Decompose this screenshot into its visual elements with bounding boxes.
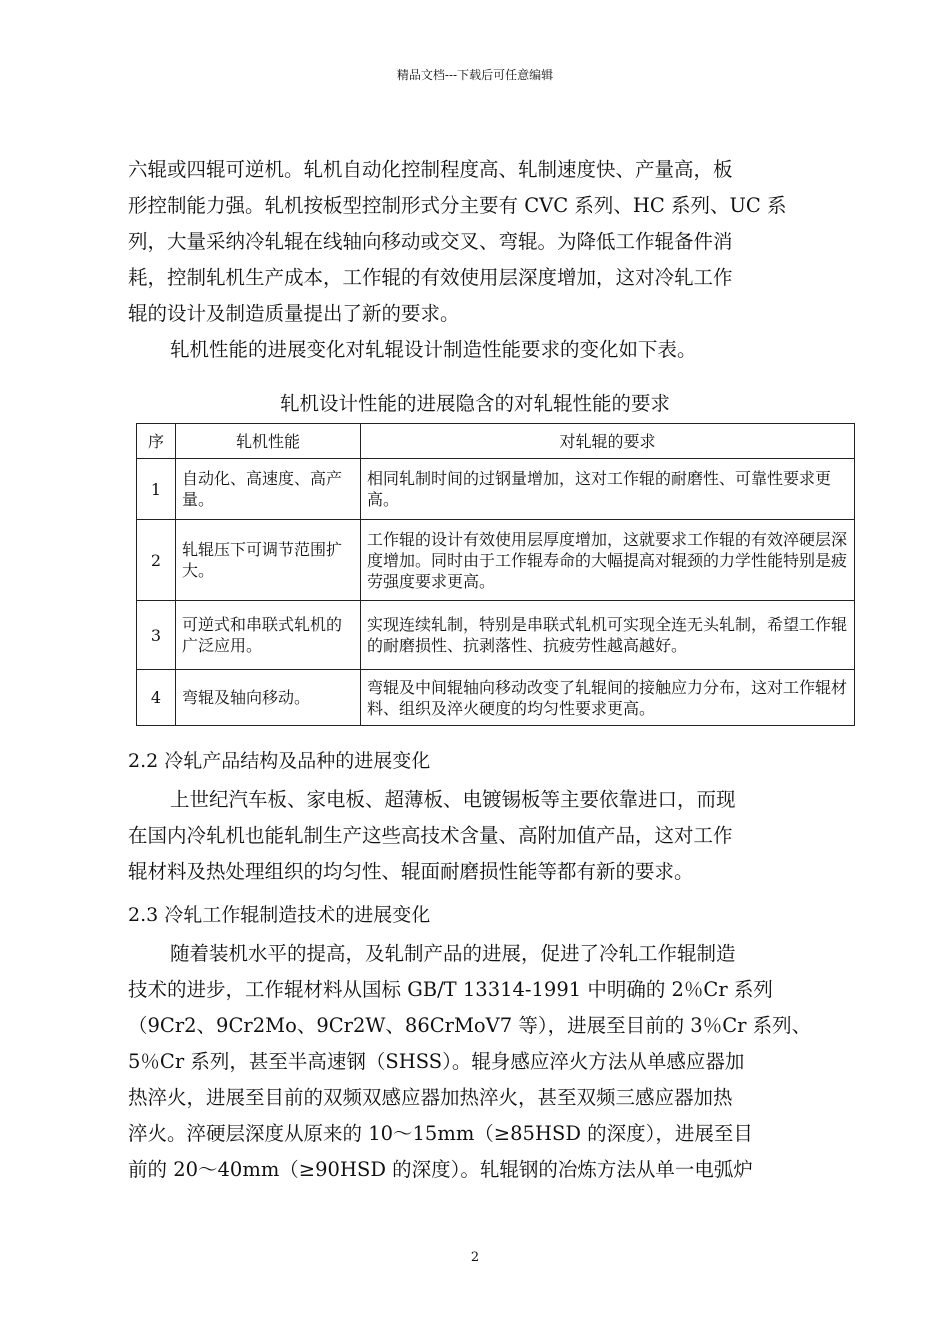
text-line: 技术的进步，工作辊材料从国标 GB/T 13314-1991 中明确的 2％Cr 系列 [128, 978, 773, 1001]
requirements-table [136, 423, 855, 726]
text-line: 形控制能力强。轧机按板型控制形式分主要有 CVC 系列、HC 系列、UC 系 [128, 194, 787, 217]
cell-req: 相同轧制时间的过钢量增加，这对工作辊的耐磨性、可靠性要求更高。 [361, 459, 855, 520]
table-row [137, 520, 855, 601]
text-line: 上世纪汽车板、家电板、超薄板、电镀锡板等主要依靠进口，而现 [170, 788, 736, 811]
cell-req: 工作辊的设计有效使用层厚度增加，这就要求工作辊的有效淬硬层深度增加。同时由于工作辊寿命的大幅提高对辊颈的力学性能特别是疲劳强度要求更高。 [361, 520, 855, 601]
text-line: 六辊或四辊可逆机。轧机自动化控制程度高、轧制速度快、产量高，板 [128, 158, 733, 181]
text-line: 淬火。淬硬层深度从原来的 10～15mm（≥85HSD 的深度），进展至目 [128, 1122, 753, 1145]
table-caption: 轧机设计性能的进展隐含的对轧辊性能的要求 [279, 392, 670, 415]
text-line: 列，大量采纳冷轧辊在线轴向移动或交叉、弯辊。为降低工作辊备件消 [128, 230, 733, 253]
table-row [137, 670, 855, 726]
cell-no: 4 [137, 670, 176, 726]
table-header-row [137, 424, 855, 459]
text-line: 在国内冷轧机也能轧制生产这些高技术含量、高附加值产品，这对工作 [128, 824, 733, 847]
text-line: 热淬火，进展至目前的双频双感应器加热淬火，甚至双频三感应器加热 [128, 1086, 733, 1109]
text-line: 辊的设计及制造质量提出了新的要求。 [128, 302, 460, 325]
section-heading-2-2: 2.2 冷轧产品结构及品种的进展变化 [128, 750, 431, 772]
section-2-3-paragraph [128, 936, 828, 1188]
table-row [137, 459, 855, 520]
text-line: 耗，控制轧机生产成本，工作辊的有效使用层深度增加，这对冷轧工作 [128, 266, 733, 289]
text-line: 5％Cr 系列，甚至半高速钢（SHSS）。辊身感应淬火方法从单感应器加 [128, 1050, 745, 1073]
text-line: 辊材料及热处理组织的均匀性、辊面耐磨损性能等都有新的要求。 [128, 860, 694, 883]
cell-no: 1 [137, 459, 176, 520]
text-line: （9Cr2、9Cr2Mo、9Cr2W、86CrMoV7 等），进展至目前的 3％Cr 系列、 [128, 1014, 812, 1037]
text-line: 随着装机水平的提高，及轧制产品的进展，促进了冷轧工作辊制造 [170, 942, 736, 965]
cell-perf: 弯辊及轴向移动。 [176, 670, 361, 726]
text-line: 轧机性能的进展变化对轧辊设计制造性能要求的变化如下表。 [170, 338, 697, 361]
intro-paragraph [128, 152, 828, 368]
cell-req: 弯辊及中间辊轴向移动改变了轧辊间的接触应力分布，这对工作辊材料、组织及淬火硬度的均匀性要求更高。 [361, 670, 855, 726]
header-perf: 轧机性能 [176, 424, 361, 459]
page-number: 2 [470, 1250, 480, 1265]
header-no: 序 [137, 424, 176, 459]
section-2-2-paragraph [128, 782, 828, 890]
cell-req: 实现连续轧制，特别是串联式轧机可实现全连无头轧制，希望工作辊的耐磨损性、抗剥落性、抗疲劳性越高越好。 [361, 601, 855, 670]
cell-no: 2 [137, 520, 176, 601]
section-heading-2-3: 2.3 冷轧工作辊制造技术的进展变化 [128, 904, 431, 926]
table-row [137, 601, 855, 670]
cell-perf: 可逆式和串联式轧机的广泛应用。 [176, 601, 361, 670]
page-header: 精品文档---下载后可任意编辑 [396, 68, 554, 82]
cell-perf: 轧辊压下可调节范围扩大。 [176, 520, 361, 601]
text-line: 前的 20～40mm（≥90HSD 的深度）。轧辊钢的冶炼方法从单一电弧炉 [128, 1158, 753, 1181]
cell-perf: 自动化、高速度、高产量。 [176, 459, 361, 520]
cell-no: 3 [137, 601, 176, 670]
header-req: 对轧辊的要求 [361, 424, 855, 459]
